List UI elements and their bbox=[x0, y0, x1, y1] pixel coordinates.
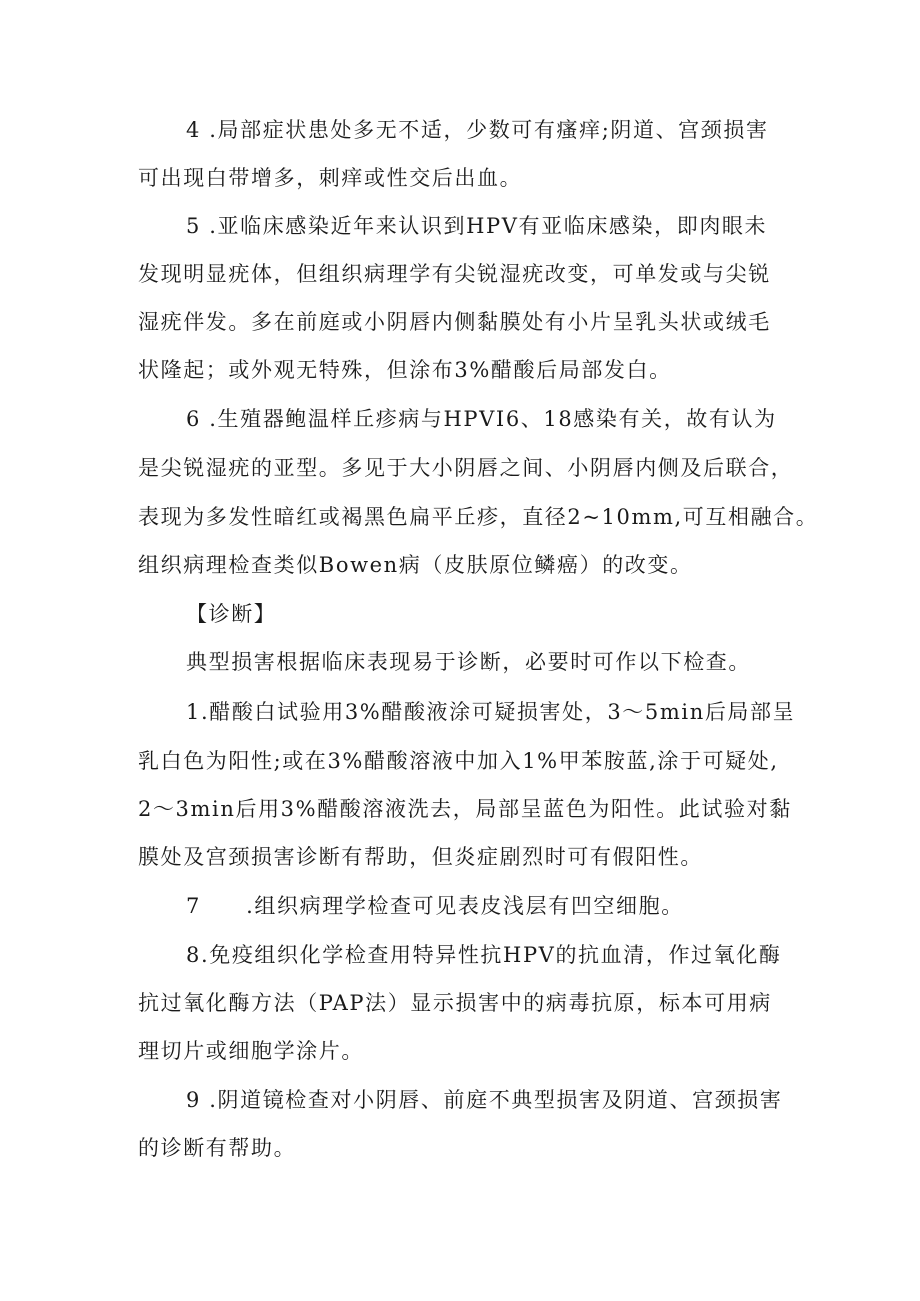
item-7-line-1: 7 .组织病理学检查可见表皮浅层有凹空细胞。 bbox=[186, 894, 684, 918]
paragraph-6-line-4: 组织病理检查类似Bowen病（皮肤原位鳞癌）的改变。 bbox=[138, 553, 693, 577]
paragraph-6-line-3: 表现为多发性暗红或褐黑色扁平丘疹，直径2~10mm,可互相融合。 bbox=[138, 505, 819, 529]
item-1-line-1: 1.醋酸白试验用3%醋酸液涂可疑损害处，3～5min后局部呈 bbox=[186, 700, 796, 724]
paragraph-5-line-2: 发现明显疣体，但组织病理学有尖锐湿疣改变，可单发或与尖锐 bbox=[138, 262, 771, 286]
paragraph-4-line-1: 4 .局部症状患处多无不适，少数可有瘙痒;阴道、宫颈损害 bbox=[186, 118, 769, 142]
paragraph-5-line-1: 5 .亚临床感染近年来认识到HPV有亚临床感染，即肉眼未 bbox=[186, 214, 768, 238]
item-8-line-3: 理切片或细胞学涂片。 bbox=[138, 1039, 364, 1063]
item-1-line-2: 乳白色为阳性;或在3%醋酸溶液中加入1%甲苯胺蓝,涂于可疑处, bbox=[138, 749, 779, 773]
item-1-line-4: 膜处及宫颈损害诊断有帮助，但炎症剧烈时可有假阳性。 bbox=[138, 845, 703, 869]
diagnosis-intro: 典型损害根据临床表现易于诊断，必要时可作以下检查。 bbox=[186, 650, 751, 674]
item-9-line-2: 的诊断有帮助。 bbox=[138, 1136, 297, 1160]
paragraph-5-line-4: 状隆起；或外观无特殊，但涂布3%醋酸后局部发白。 bbox=[138, 358, 672, 382]
item-8-line-1: 8.免疫组织化学检查用特异性抗HPV的抗血清，作过氧化酶 bbox=[186, 943, 782, 967]
paragraph-5-line-3: 湿疣伴发。多在前庭或小阴唇内侧黏膜处有小片呈乳头状或绒毛 bbox=[138, 310, 771, 334]
item-9-line-1: 9 .阴道镜检查对小阴唇、前庭不典型损害及阴道、宫颈损害 bbox=[186, 1088, 783, 1112]
paragraph-6-line-1: 6 .生殖器鲍温样丘疹病与HPVI6、18感染有关，故有认为 bbox=[186, 407, 777, 431]
section-heading-diagnosis: 【诊断】 bbox=[186, 602, 277, 626]
item-8-line-2: 抗过氧化酶方法（PAP法）显示损害中的病毒抗原，标本可用病 bbox=[138, 991, 772, 1015]
paragraph-6-line-2: 是尖锐湿疣的亚型。多见于大小阴唇之间、小阴唇内侧及后联合， bbox=[138, 456, 794, 480]
item-1-line-3: 2～3min后用3%醋酸溶液洗去，局部呈蓝色为阳性。此试验对黏 bbox=[138, 797, 792, 821]
paragraph-4-line-2: 可出现白带增多，刺痒或性交后出血。 bbox=[138, 166, 523, 190]
